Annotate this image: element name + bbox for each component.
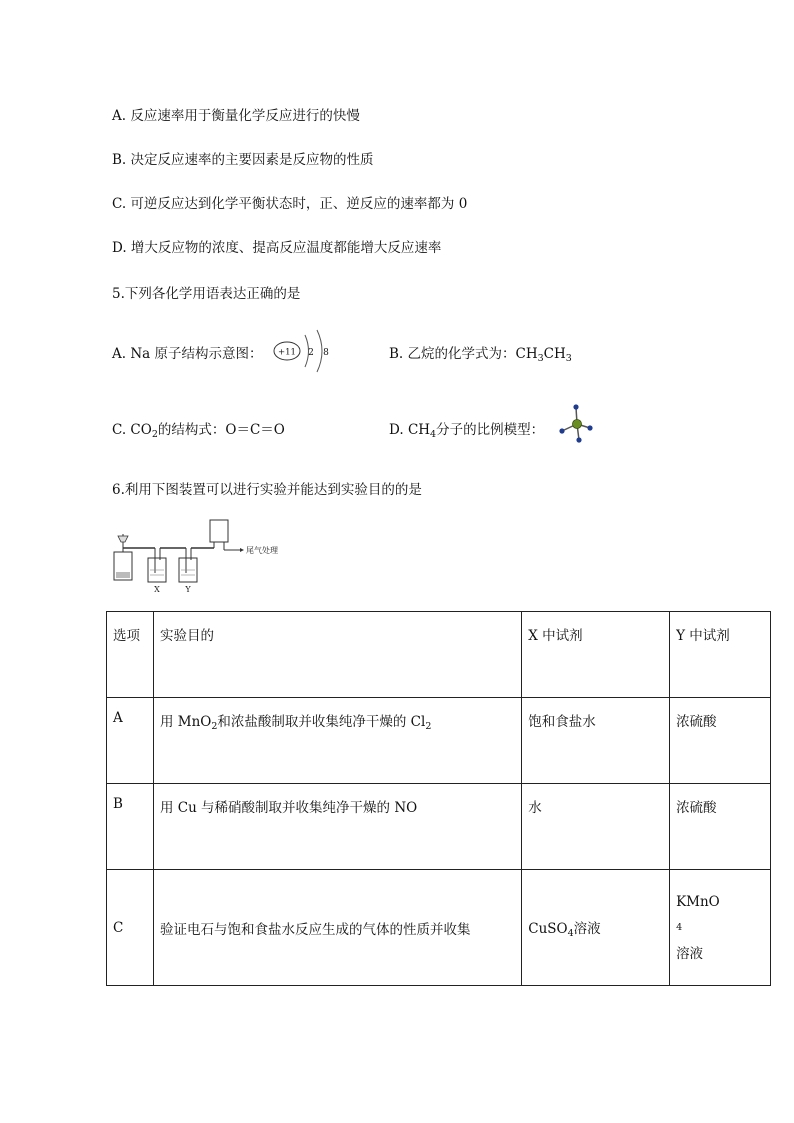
header-purpose: 实验目的	[153, 612, 521, 698]
q4-option-d: D. 增大反应物的浓度、提高反应温度都能增大反应速率	[112, 240, 442, 256]
hydrogen-atom	[559, 428, 564, 433]
row-c-purpose: 验证电石与饱和食盐水反应生成的气体的性质并收集	[153, 870, 521, 986]
row-a-x: 饱和食盐水	[522, 698, 670, 784]
label-y: Y	[185, 585, 191, 594]
q5-option-a-label: A. Na 原子结构示意图：	[112, 346, 263, 362]
table-header-row	[107, 612, 771, 698]
row-c-y: KMnO 4 溶液	[670, 870, 771, 986]
row-c-x: CuSO$_4$溶液	[522, 870, 670, 986]
q5-stem: 5.下列各化学用语表达正确的是	[112, 286, 301, 302]
row-b-option: B	[107, 784, 154, 870]
q5-option-c: C. $CO_2$的结构式：O＝C＝O	[112, 422, 285, 440]
q5-option-b-label: B. 乙烷的化学式为：	[389, 346, 516, 362]
q5-option-b	[389, 342, 572, 364]
table-row	[107, 784, 771, 870]
header-x-reagent: X 中试剂	[522, 612, 670, 698]
q4-option-a: A. 反应速率用于衡量化学反应进行的快慢	[112, 108, 360, 124]
electron-shell-2	[317, 330, 322, 372]
table-row	[107, 698, 771, 784]
row-b-y: 浓硫酸	[670, 784, 771, 870]
collection-bottle	[210, 520, 228, 542]
hydrogen-atom	[573, 404, 578, 409]
tail-gas-label: 尾气处理	[246, 546, 278, 555]
dropping-funnel	[118, 536, 128, 542]
row-b-x: 水	[522, 784, 670, 870]
shell-2-count: 8	[323, 348, 329, 358]
q6-options-table	[106, 611, 771, 986]
reagent-fill	[116, 572, 130, 578]
shell-1-count: 2	[308, 348, 314, 358]
row-a-purpose: 用 MnO$_2$和浓盐酸制取并收集纯净干燥的 $Cl_2$	[153, 698, 521, 784]
hydrogen-atom	[587, 425, 592, 430]
na-atom-diagram	[272, 326, 342, 376]
row-c-option: C	[107, 870, 154, 986]
table-row	[107, 870, 771, 986]
label-x: X	[154, 585, 160, 594]
row-a-option: A	[107, 698, 154, 784]
q5-option-a	[112, 342, 262, 362]
carbon-atom	[573, 420, 582, 429]
q4-option-c: C. 可逆反应达到化学平衡状态时，正、逆反应的速率都为 0	[112, 196, 468, 212]
ethane-formula: $CH_3CH_3$	[515, 346, 572, 364]
q4-option-b: B. 决定反应速率的主要因素是反应物的性质	[112, 152, 374, 168]
q5-option-d: D. $CH_4$分子的比例模型：	[389, 422, 545, 440]
header-option: 选项	[107, 612, 154, 698]
nucleus-charge: +11	[278, 347, 296, 358]
hydrogen-atom	[576, 437, 581, 442]
q6-stem: 6.利用下图装置可以进行实验并能达到实验目的的是	[112, 482, 422, 498]
header-y-reagent: Y 中试剂	[670, 612, 771, 698]
ch4-model-icon	[556, 404, 598, 444]
row-b-purpose: 用 Cu 与稀硝酸制取并收集纯净干燥的 NO	[153, 784, 521, 870]
row-a-y: 浓硫酸	[670, 698, 771, 784]
apparatus-diagram	[110, 518, 290, 596]
